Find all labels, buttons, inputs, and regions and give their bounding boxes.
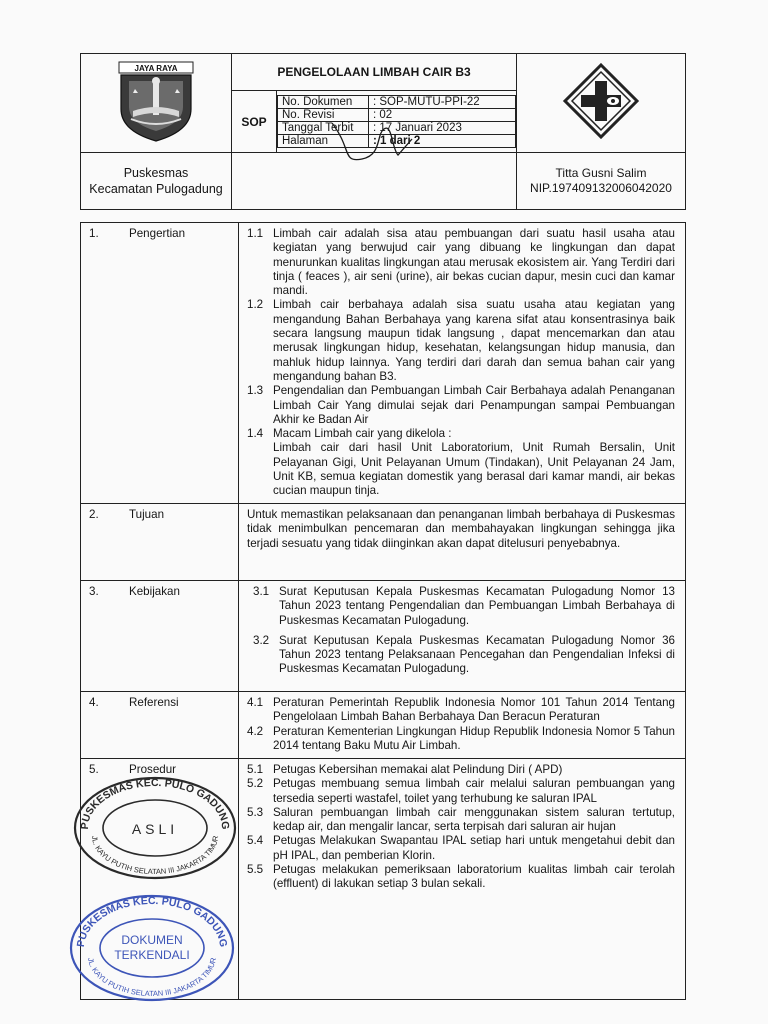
- item-text: Macam Limbah cair yang dikelola :: [273, 427, 452, 441]
- list-item: [247, 863, 675, 892]
- item-number: 1.2: [247, 298, 264, 312]
- item-number: 4.1: [247, 696, 264, 709]
- left-logo-cell: [81, 54, 232, 153]
- info-value: : 17 Januari 2023: [369, 122, 516, 135]
- terkendali-stamp-line1: DOKUMEN: [121, 933, 183, 947]
- section-content: [239, 759, 686, 1000]
- dokumen-terkendali-stamp: [66, 888, 238, 1009]
- org-district: Kecamatan Pulogadung: [89, 182, 223, 196]
- section-number: 5.: [89, 763, 99, 776]
- info-label: Halaman: [278, 135, 369, 148]
- list-item: [247, 777, 675, 806]
- header-table: [80, 53, 686, 210]
- list-item: [247, 298, 675, 384]
- terkendali-stamp-seal-icon: [66, 888, 238, 1004]
- organization-cell: [81, 153, 232, 210]
- right-logo-cell: [517, 54, 686, 153]
- section-label: Tujuan: [129, 508, 165, 521]
- terkendali-stamp-line2: TERKENDALI: [114, 948, 190, 962]
- item-text: Peraturan Kementerian Lingkungan Hidup Republik Indonesia Nomor 5 Tahun 2014 tentang Baku Mutu Air Limbah.: [273, 724, 675, 752]
- info-value: : 02: [369, 109, 516, 122]
- logo-text: JAYA RAYA: [134, 63, 178, 73]
- section-pengertian: [81, 223, 686, 504]
- list-item: [247, 763, 675, 777]
- item-text: Limbah cair berbahaya adalah sisa suatu usaha atau kegiatan yang mengandung Bahan Berbahaya yang karena sifat atau konsentrasinya baik secara langsung maupun tidak langsung , dapat mencemarkan dan atau merusak lingkungan hidup, kesehatan, kelangsungan hidup manusia, dan mahluk hidup lainnya. Yang terdiri dari darah dan semua bahan cair yang mengandung bahan B3.: [273, 298, 675, 383]
- section-content: [239, 692, 686, 759]
- section-content: Untuk memastikan pelaksanaan dan penanganan limbah berbahaya di Puskesmas tidak menimbulkan pencemaran dan membahayakan lingkungan sehingga jika terjadi sesuatu yang tidak diinginkan akan dapat ditelusuri penyebabnya.: [239, 504, 686, 581]
- asli-stamp-ring-top: PUSKESMAS KEC. PULO GADUNG: [78, 776, 232, 830]
- item-text: Petugas Melakukan Swapantau IPAL setiap hari untuk mengetahui debit dan pH IPAL, dan pemberian Klorin.: [273, 834, 675, 862]
- list-item: [253, 634, 675, 677]
- section-tujuan: [81, 504, 686, 581]
- item-number: 3.1: [253, 585, 270, 598]
- asli-stamp-center: ASLI: [131, 821, 179, 837]
- info-label: No. Dokumen: [278, 96, 369, 109]
- info-label: Tanggal Terbit: [278, 122, 369, 135]
- item-number: 1.3: [247, 384, 264, 398]
- document-title: PENGELOLAAN LIMBAH CAIR B3: [232, 54, 517, 91]
- item-number: 5.3: [247, 805, 264, 819]
- list-item: [247, 806, 675, 835]
- list-item: [247, 227, 675, 298]
- list-item: [247, 696, 675, 725]
- item-number: 1.4: [247, 427, 264, 441]
- terkendali-stamp-ring-bottom: JL. KAYU PUTIH SELATAN III JAKARTA TIMUR: [86, 956, 219, 999]
- section-number: 1.: [89, 227, 99, 240]
- signer-name: Titta Gusni Salim: [555, 166, 647, 180]
- section-label: Pengertian: [129, 227, 186, 240]
- item-number: 5.1: [247, 763, 264, 776]
- signer-nip: NIP.197409132006042020: [530, 181, 672, 195]
- section-referensi: [81, 692, 686, 759]
- section-label: Prosedur: [129, 763, 177, 776]
- item-text: Peraturan Pemerintah Republik Indonesia Nomor 101 Tahun 2014 Tentang Pengelolaan Limbah Bahan Berbahaya Dan Beracun Peraturan: [273, 696, 675, 724]
- item-detail: Limbah cair dari hasil Unit Laboratorium, Unit Rumah Bersalin, Unit Pelayanan Gigi, Unit Pelayanan Umum (Tindakan), Unit Pelayanan 24 Jam, Unit KB, semua kegiatan domestik yang berasal dari kamar mandi, air bekas cucian maupun tinja.: [273, 441, 675, 498]
- item-text: Surat Keputusan Kepala Puskesmas Kecamatan Pulogadung Nomor 36 Tahun 2023 tentang Pelaksanaan Pencegahan dan Pengendalian Infeksi di Puskesmas Kecamatan Pulogadung.: [279, 633, 675, 676]
- sop-label: SOP: [232, 91, 277, 153]
- info-value: : 1 dari 2: [369, 135, 516, 148]
- item-text: Saluran pembuangan limbah cair menggunakan sistem saluran tertutup, kedap air, dan mengalir lancar, serta terpisah dari saluran air hujan: [273, 805, 675, 834]
- org-name: Puskesmas: [123, 166, 189, 180]
- item-number: 5.2: [247, 777, 264, 791]
- terkendali-stamp-ring-top: PUSKESMAS KEC. PULO GADUNG: [74, 894, 230, 948]
- item-text: Surat Keputusan Kepala Puskesmas Kecamatan Pulogadung Nomor 13 Tahun 2023 tentang Pengendalian dan Pembuangan Limbah Berbahaya di Puskesmas Kecamatan Pulogadung.: [279, 585, 675, 627]
- item-text: Limbah cair adalah sisa atau pembuangan dari suatu hasil usaha atau kegiatan yang berwujud cair yang dibuang ke lingkungan dan dapat menurunkan kualitas lingkungan atau merusak ekosistem air. Yang Terdiri dari tinja ( feaces ), air seni (urine), air bekas cucian dapur, mesin cuci dan kamar mandi.: [273, 227, 675, 298]
- item-text: Petugas Kebersihan memakai alat Pelindung Diri ( APD): [273, 763, 563, 776]
- list-item: [253, 585, 675, 628]
- item-number: 5.4: [247, 834, 264, 848]
- section-content: [239, 581, 686, 692]
- signer-cell: [517, 153, 686, 210]
- asli-stamp-seal-icon: [70, 770, 240, 882]
- section-label: Referensi: [129, 696, 179, 709]
- item-number: 1.1: [247, 227, 264, 240]
- list-item: [247, 427, 675, 441]
- list-item: [247, 441, 675, 498]
- item-number: 3.2: [253, 633, 270, 647]
- section-label: Kebijakan: [129, 585, 180, 598]
- info-value: : SOP-MUTU-PPI-22: [369, 96, 516, 109]
- asli-stamp: [70, 770, 240, 887]
- list-item: [247, 725, 675, 754]
- puskesmas-cross-logo-icon: [561, 61, 641, 141]
- item-text: Petugas membuang semua limbah cair melalui saluran pembuangan yang tersedia seperti wastafel, toilet yang terhubung ke saluran IPAL: [273, 777, 675, 805]
- item-number: 4.2: [247, 724, 264, 738]
- info-row-dokumen: [278, 96, 516, 109]
- signature-cell: [232, 153, 517, 210]
- section-content: [239, 223, 686, 504]
- item-number: 5.5: [247, 863, 264, 877]
- list-item: [247, 384, 675, 427]
- section-number: 2.: [89, 508, 99, 521]
- asli-stamp-ring-bottom: JL. KAYU PUTIH SELATAN III JAKARTA TIMUR: [89, 835, 221, 877]
- info-label: No. Revisi: [278, 109, 369, 122]
- section-number: 4.: [89, 696, 99, 709]
- section-number: 3.: [89, 585, 99, 598]
- jaya-raya-emblem-icon: [115, 59, 197, 143]
- item-text: Pengendalian dan Pembuangan Limbah Cair Berbahaya adalah Penanganan Limbah Cair Yang dimulai sejak dari Penampungan sampai Pembuangan Akhir ke Badan Air: [273, 384, 675, 426]
- list-item: [247, 834, 675, 863]
- section-kebijakan: [81, 581, 686, 692]
- item-text: Petugas melakukan pemeriksaan laboratorium kualitas limbah cair terolah (effluent) di lakukan setiap 3 bulan sekali.: [273, 863, 675, 891]
- handwritten-signature: [312, 119, 432, 169]
